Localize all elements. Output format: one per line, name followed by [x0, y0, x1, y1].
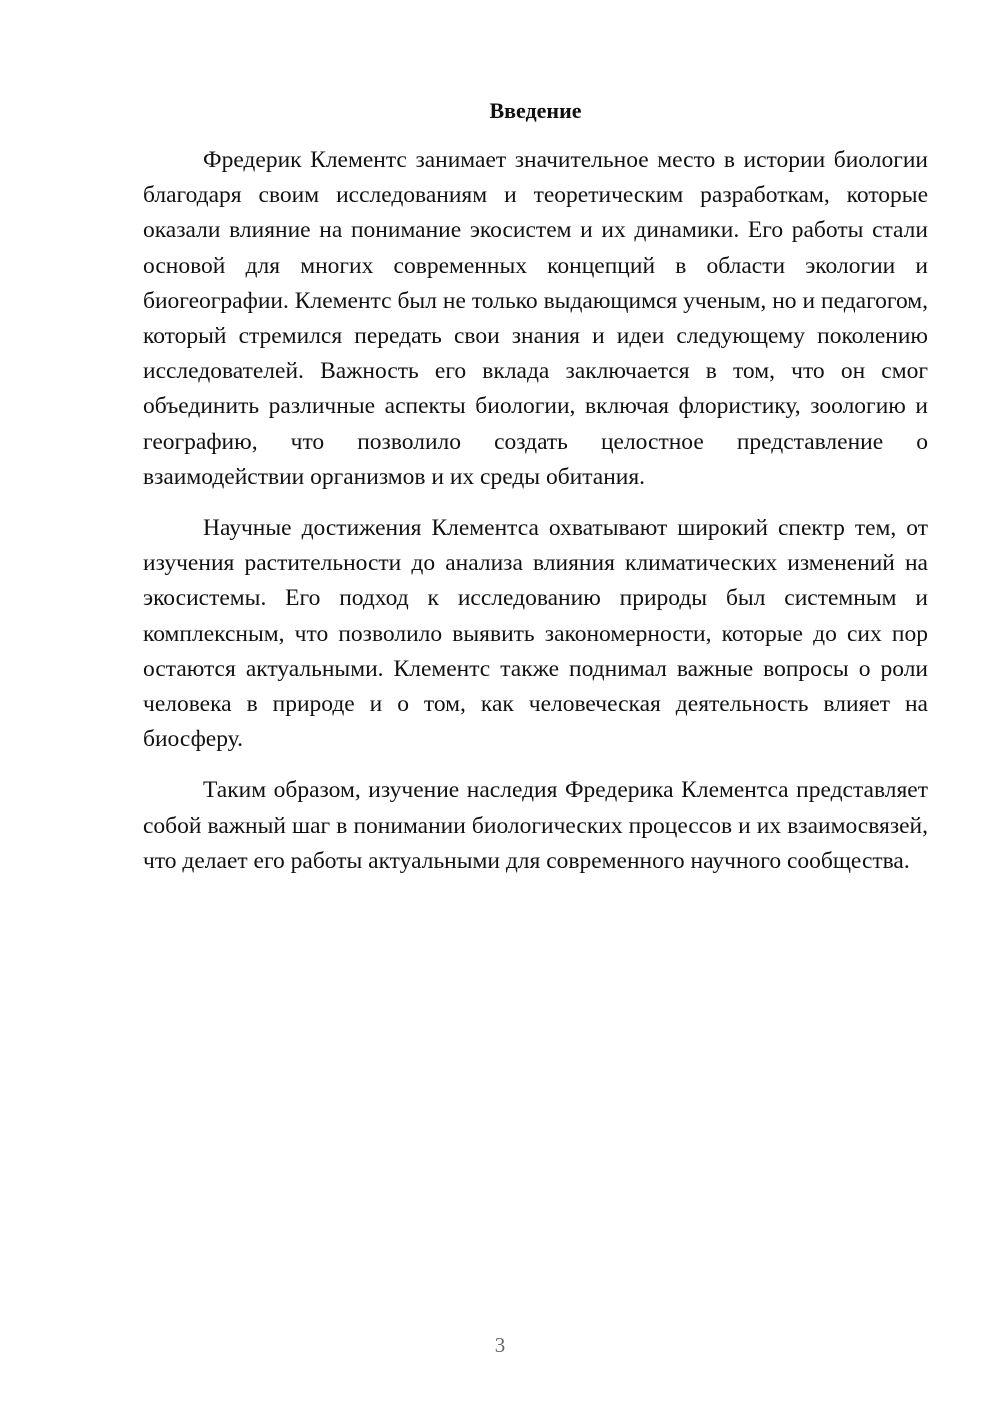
section-title: Введение: [489, 98, 582, 123]
paragraph-2: Научные достижения Клементса охватывают широкий спектр тем, от изучения растительности до анализа влияния климатических изменений на экосистемы. Его подход к исследованию природы был системным и комплексным, что позволило выявить закономерности, которые до сих пор остаются актуальными. Клементс также поднимал важные вопросы о роли человека в природе и о том, как человеческая деятельность влияет на биосферу.: [143, 515, 928, 753]
page-number: 3: [494, 1333, 506, 1357]
paragraph-3: Таким образом, изучение наследия Фредерика Клементса представляет собой важный шаг в понимании биологических процессов и их взаимосвязей, что делает его работы актуальными для современного научного сообщества.: [143, 777, 928, 874]
page-content: [143, 96, 928, 879]
paragraph-1: Фредерик Клементс занимает значительное место в истории биологии благодаря своим исследованиям и теоретическим разработкам, которые оказали влияние на понимание экосистем и их динамики. Его работы стали основой для многих современных концепций в области экологии и биогеографии. Клементс был не только выдающимся ученым, но и педагогом, который стремился передать свои знания и идеи следующему поколению исследователей. Важность его вклада заключается в том, что он смог объединить различные аспекты биологии, включая флористику, зоологию и географию, что позволило создать целостное представление о взаимодействии организмов и их среды обитания.: [143, 147, 928, 490]
